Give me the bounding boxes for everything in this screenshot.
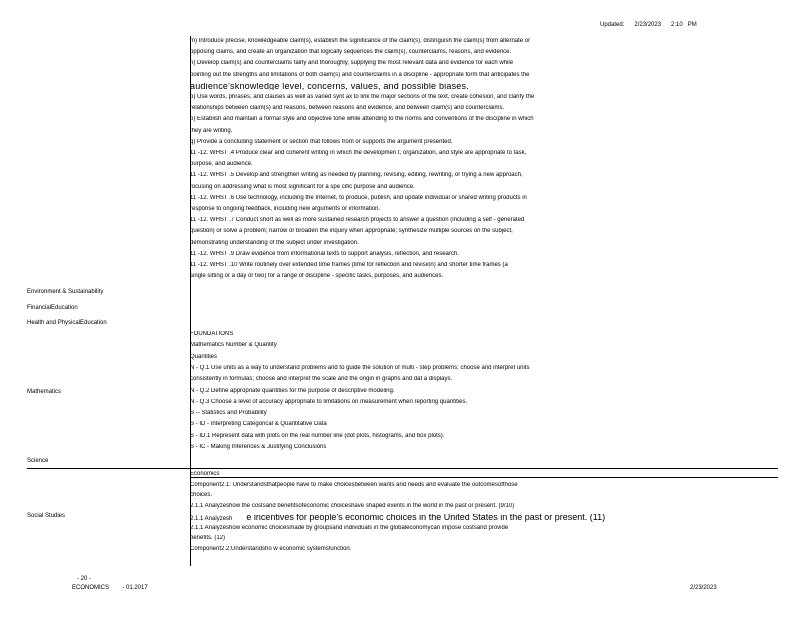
text-line: 11 -12. WHST .10 Write routinely over extended time frames (time for reflection and revision) and shorter time frames (a bbox=[190, 262, 508, 268]
text-line: purpose, and audience. bbox=[190, 161, 253, 168]
text-line: FOUNDATIONS bbox=[190, 331, 234, 337]
text-line: Quantities bbox=[190, 353, 218, 360]
text-line: pointing out the strengths and limitations of both claim(s) and counterclaims in a discipline - appropriate form that anticipates the bbox=[190, 71, 530, 78]
text-line: 11 -12. WHST .5 Develop and strengthen writing as needed by planning, revising, editing, rewriting, or trying a new approach, bbox=[190, 172, 523, 179]
text-line: 11 -12. WHST .4 Produce clear and coherent writing in which the developmen t, organization, and style are appropriate to task, bbox=[190, 150, 527, 156]
text-line: N - Q.2 Define appropriate quantities for the purpose of descriptive modeling. bbox=[190, 387, 395, 394]
incentives-text: e incentives for people's economic choices in the United States in the past or present. (11) bbox=[246, 513, 606, 522]
text-line: 2.1.1 Analyzesh e incentives for people's economic choices in the United States in the past or present. (11) bbox=[190, 513, 606, 522]
course-code: ECONOMICS - 01.2017 bbox=[72, 585, 148, 591]
text-line: 2.1.1 Analyzeshow the costsand benefitsofeconomic choiceshave shaped events in the world in the past or present. (9/10) bbox=[190, 503, 515, 510]
text-line: 11 -12. WHST .6 Use technology, including the Internet, to produce, publish, and update individual or shared writing products in bbox=[190, 194, 527, 201]
section-rule bbox=[27, 468, 778, 469]
text-line: benefits. (12) bbox=[190, 535, 226, 542]
text-line: Component2.1: Understandsthatpeople have to make choicesbetween wants and needs and evaluate the outcomesofthose bbox=[190, 481, 518, 488]
text-line: demonstrating understanding of the subject under investigation. bbox=[190, 239, 359, 246]
subject-health: Health and PhysicalEducation bbox=[27, 320, 107, 326]
text-line: Economics bbox=[190, 471, 220, 477]
text-line: S - IC - Making Inferences & Justifying Conclusions bbox=[190, 444, 327, 450]
page-number: - 20 - bbox=[77, 576, 92, 582]
text-line: consistently in formulas; choose and interpret the scale and the origin in graphs and dat a displays. bbox=[190, 376, 453, 383]
subject-social-studies: Social Studies bbox=[27, 513, 66, 519]
subject-science: Science bbox=[27, 458, 49, 464]
text-line: audience'sknowledge level, concerns, values, and possible biases. bbox=[190, 82, 469, 90]
text-line: 11 -12. WHST .7 Conduct short as well as more sustained research projects to answer a question (including a self - generated bbox=[190, 217, 525, 224]
text-line: they are writing. bbox=[190, 127, 233, 134]
text-line: focusing on addressing what is most significant for a spe cific purpose and audience. bbox=[190, 183, 415, 190]
footer-date: 2/23/2023 bbox=[690, 585, 717, 591]
text-line: question) or solve a problem; narrow or broaden the inquiry when appropriate; synthesize multiple sources on the subject, bbox=[190, 228, 513, 235]
text-line: S - ID - Interpreting Categorical & Quantitative Data bbox=[190, 421, 327, 428]
updated-timestamp: Updated: 2/23/2023 2:10 PM bbox=[600, 22, 697, 28]
text-line: Component2.2:Understandsho w economic systemsfunction. bbox=[190, 545, 352, 552]
subject-financial-education: FinancialEducation bbox=[27, 305, 78, 311]
text-line: 11 -12. WHST .9 Draw evidence from informational texts to support analysis, reflection, and research. bbox=[190, 250, 459, 257]
text-line: n) Develop claim(s) and counterclaims fairly and thoroughly, supplying the most relevant data and evidence for each while bbox=[190, 60, 514, 67]
text-line: N - Q.3 Choose a level of accuracy appropriate to limitations on measurement when reporting quantities. bbox=[190, 398, 468, 405]
text-line: 2.1.1 Analyzeshow economic choicesmade by groupsand individuals in the globaleconomycan impose costsand provide bbox=[190, 524, 509, 531]
text-line: opposing claims, and create an organization that logically sequences the claim(s), counterclaims, reasons, and evidence. bbox=[190, 49, 512, 56]
subject-mathematics: Mathematics bbox=[27, 389, 62, 395]
subject-environment: Environment & Sustainability bbox=[27, 289, 104, 295]
text-line: relationships between claim(s) and reasons, between reasons and evidence, and between claim(s) and counterclaims. bbox=[190, 105, 505, 112]
text-line: Mathematics Number & Quantity bbox=[190, 342, 277, 349]
text-line: N - Q.1 Use units as a way to understand problems and to guide the solution of multi - step problems; choose and interpret units bbox=[190, 364, 530, 371]
text-line: o) Use words, phrases, and clauses as well as varied synt ax to link the major sections of the text, create cohesion, and clarify the bbox=[190, 94, 535, 100]
text-line: q) Provide a concluding statement or section that follows from or supports the argument presented. bbox=[190, 138, 453, 145]
text-line: S - ID.1 Represent data with plots on the real number line (dot plots, histograms, and box plots). bbox=[190, 432, 445, 439]
text-line: p) Establish and maintain a formal style and objective tone while attending to the norms and conventions of the discipline in which bbox=[190, 116, 534, 123]
text-line: m) Introduce precise, knowledgeable claim(s), establish the significance of the claim(s), distinguish the claim(s) from alternate or bbox=[190, 38, 531, 44]
text-line: choices. bbox=[190, 492, 213, 499]
text-line: response to ongoing feedback, including new arguments or information. bbox=[190, 206, 381, 212]
text-line: S -- Statistics and Probability bbox=[190, 410, 267, 417]
text-line: single sitting or a day or two) for a range of discipline - specific tasks, purposes, and audiences. bbox=[190, 273, 444, 280]
